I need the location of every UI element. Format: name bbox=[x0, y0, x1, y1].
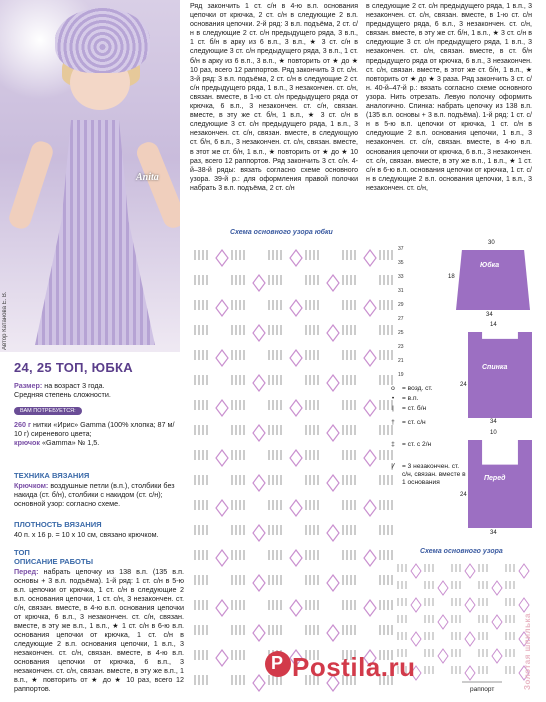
front-shape bbox=[468, 440, 532, 528]
hook-label: крючок bbox=[14, 438, 41, 447]
front-instructions bbox=[14, 567, 184, 699]
technique-text: воздушные петли (в.п.), столбики без накида (ст. б/н), столбики с накидом (ст. с/н); основной узор: согласно схеме. bbox=[14, 481, 175, 508]
front-text: набрать цепочку из 138 в.п. (135 в.п. основы + 3 в.п. подъёма). 1-й ряд: 1 ст. с/н в 5-ю в.п. цепочки от крючка, 1 ст. с/н в следующие 2 в.п. основания цепочки, 1 ст. с/н, 3 незакончен. ст. с/н, связан. вместе, в 4-ю в.п. основания цепочки от крючка, 6 в.п., 3 незакончен. ст. с/н, связан. вместе, в эту же в.п., 1 в.п., ★ 1 ст. с/н в 6-ю в.п. основания цепочки от крючка, 1 ст. с/н в следующие 2 в.п. основания цепочки, 1 в.п., 3 незакончен. ст. с/н, связан. вместе, в 4-ю в.п. основания цепочки от крючка, 6 в.п., 3 незакончен. ст. с/н, связан. вместе, в эту же в.п., 1 в.п., ★ повторить от ★ до ★ 10 раз, всего 12 раппортов. bbox=[14, 567, 184, 693]
scheme-row-number: 21 bbox=[398, 358, 404, 364]
legend bbox=[388, 385, 468, 487]
hat-image bbox=[55, 8, 150, 73]
scheme-row-number: 23 bbox=[398, 344, 404, 350]
scheme-row-number: 19 bbox=[398, 372, 404, 378]
scheme-row-number: 37 bbox=[398, 246, 404, 252]
front-name: Перед bbox=[484, 475, 506, 482]
legend-item: † = ст. с/н bbox=[391, 419, 426, 426]
legend-item: Ꝩ = 3 незакончен. ст. с/н, связан. вместе в 1 основания bbox=[391, 463, 466, 486]
skirt-name: Юбка bbox=[480, 262, 500, 269]
back-shape bbox=[468, 332, 532, 418]
technique-header: ТЕХНИКА ВЯЗАНИЯ bbox=[14, 471, 90, 480]
scheme-row-number: 33 bbox=[398, 274, 404, 280]
yarn-qty: 260 г bbox=[14, 420, 31, 429]
main-pattern-scheme-title: Схема основного узора bbox=[420, 548, 503, 555]
scheme-row-number: 31 bbox=[398, 288, 404, 294]
front-label: Перед: bbox=[14, 567, 39, 576]
scheme-row-number: 35 bbox=[398, 260, 404, 266]
brand-mark: Anita bbox=[136, 172, 159, 183]
materials-badge: ВАМ ПОТРЕБУЕТСЯ: bbox=[14, 407, 82, 415]
skirt-crochet-scheme bbox=[190, 238, 412, 702]
scheme-row-number: 29 bbox=[398, 302, 404, 308]
skirt-scheme-title: Схема основного узора юбки bbox=[230, 229, 333, 236]
back-pattern: 14 Спинка 24 34 bbox=[460, 322, 540, 426]
size-block bbox=[14, 381, 182, 399]
front-pattern: 10 Перед 24 34 bbox=[460, 430, 540, 538]
density-text: 40 п. х 16 р. = 10 х 10 см, связано крючком. bbox=[14, 530, 159, 539]
legend-item: • = в.п. bbox=[391, 395, 419, 402]
work-description-header: ОПИСАНИЕ РАБОТЫ bbox=[14, 557, 94, 566]
yarn-text: нитки «Ирис» Gamma (100% хлопка; 87 м/ 10 г) сиреневого цвета; bbox=[14, 420, 175, 438]
instructions-column-3 bbox=[366, 2, 532, 224]
skirt-pattern: 30 Юбка 18 34 bbox=[448, 240, 538, 320]
postila-logo-icon: P bbox=[265, 651, 291, 677]
watermark-text: Золотая шпилька bbox=[523, 613, 532, 690]
top-header: ТОП bbox=[14, 548, 30, 557]
technique-block bbox=[14, 481, 184, 508]
column-2-text: Ряд закончить 1 ст. с/н в 4-ю в.п. основания цепочки от крючка, 2 ст. с/н в следующие 2 в.п. основания цепочки. 2-й ряд: 3 в.п. подъёма, 2 ст. с/н в следующие 2 ст. с/н предыдущего ряда, 3 в.п., 1 ст. б/н в арку из 6 в.п., 3 в.п., ★ 3 ст. с/н в следующие 3 ст. с/н предыдущего ряда, 3 в.п., 1 ст. б/н в арку из 6 в.п., 3 в.п., ★ повторить от ★ до ★ 10 раз, всего 12 раппортов. Ряд закончить 3 ст. с/н. 3-й ряд: 3 в.п. подъёма, 2 ст. с/н в следующие 2 ст. с/н предыдущего ряда, 1 в.п., 3 незакончен. ст. с/н, связан. вместе, в 1-ю ст. с/н предыдущего ряда от крючка, 6 в.п., 3 незакончен. ст. с/н, связан. вместе, в эту же ст. б/н, 1 в.п., ★ 3 ст. с/н в следующие 3 ст. с/н предыдущего ряда, 1 в.п., 3 незакончен. ст. с/н, связан. вместе, в следующую ст. б/н, 6 в.п., 3 незакончен. ст. с/н, связан. вместе, в этот же ст. б/н, 1 в.п., ★ повторить от ★ до ★ 10 раз, всего 12 раппортов. Ряд закончить 3 ст. с/н. 4-й–38-й ряды: вязать согласно схеме основного узора. 39-й р.: для оформления правой полочки набрать 3 в.п. подъёма, 2 ст. с/н bbox=[190, 3, 358, 192]
back-name: Спинка bbox=[482, 364, 508, 371]
site-watermark[interactable]: Postila.ru bbox=[292, 652, 416, 682]
skirt-shape bbox=[456, 250, 530, 310]
legend-item: | = ст. б/н bbox=[392, 405, 427, 412]
photo-author-caption: Автор Катанова Е. В. bbox=[2, 291, 8, 350]
scheme-row-number: 27 bbox=[398, 316, 404, 322]
size-label: Размер: bbox=[14, 381, 43, 390]
instructions-column-2 bbox=[190, 2, 358, 224]
legend-item: o = возд. ст. bbox=[391, 385, 433, 392]
density-header: ПЛОТНОСТЬ ВЯЗАНИЯ bbox=[14, 520, 102, 529]
page-title: 24, 25 ТОП, ЮБКА bbox=[14, 360, 133, 375]
size-text: на возраст 3 года. bbox=[44, 381, 105, 390]
column-3-text: в следующие 2 ст. с/н предыдущего ряда, 1 в.п., 3 незакончен. ст. с/н, связан. вместе, в 1-ю ст. с/н предыдущего ряда, 6 в.п., 3 незакончен. ст. с/н, связан. вместе, в эту же ст. б/н, 1 в.п., ★ 3 ст. с/н в следующие 3 ст. с/н предыдущего ряда, 1 в.п., 3 незакончен. ст. с/н, связан. вместе, в ст. б/н предыдущего ряда от крючка, 6 в.п., 3 незакончен. ст. с/н, связан. вместе, в этот же ст. б/н, 1 в.п., ★ повторить от ★ до ★ 3 раза. Ряд закончить 3 ст. с/н. 40-й–47-й р.: вязать согласно схеме основного узора. Нить отрезать. Левую полочку оформить аналогично. Спинка: набрать цепочку из 138 в.п. (135 в.п. основы + 3 в.п. подъёма). 1-й ряд: 1 ст. с/н в 5-ю в.п. цепочки от крючка, 1 ст. с/н в следующие 2 в.п. основания цепочки, 1 в.п., 3 незакончен. ст. с/н, связан. вместе, в 4-ю в.п. основания цепочки от крючка, 6 в.п., 3 незакончен. ст. с/н, связан. вместе, в эту же в.п., 1 в.п., ★ 1 ст. с/н в 6-ю в.п. основания цепочки от крючка, 1 ст. с/н в следующие 2 в.п. основания цепочки, 1 в.п., 3 незакончен. ст. с/н, bbox=[366, 3, 532, 192]
hook-text: «Gamma» № 1,5. bbox=[42, 438, 100, 447]
rapport-label: раппорт bbox=[470, 686, 495, 693]
legend-item: ‡ = ст. с 2/н bbox=[391, 441, 432, 448]
scheme-row-number: 25 bbox=[398, 330, 404, 336]
difficulty-text: Средняя степень сложности. bbox=[14, 390, 111, 399]
technique-label: Крючком: bbox=[14, 481, 49, 490]
materials-block bbox=[14, 420, 184, 447]
